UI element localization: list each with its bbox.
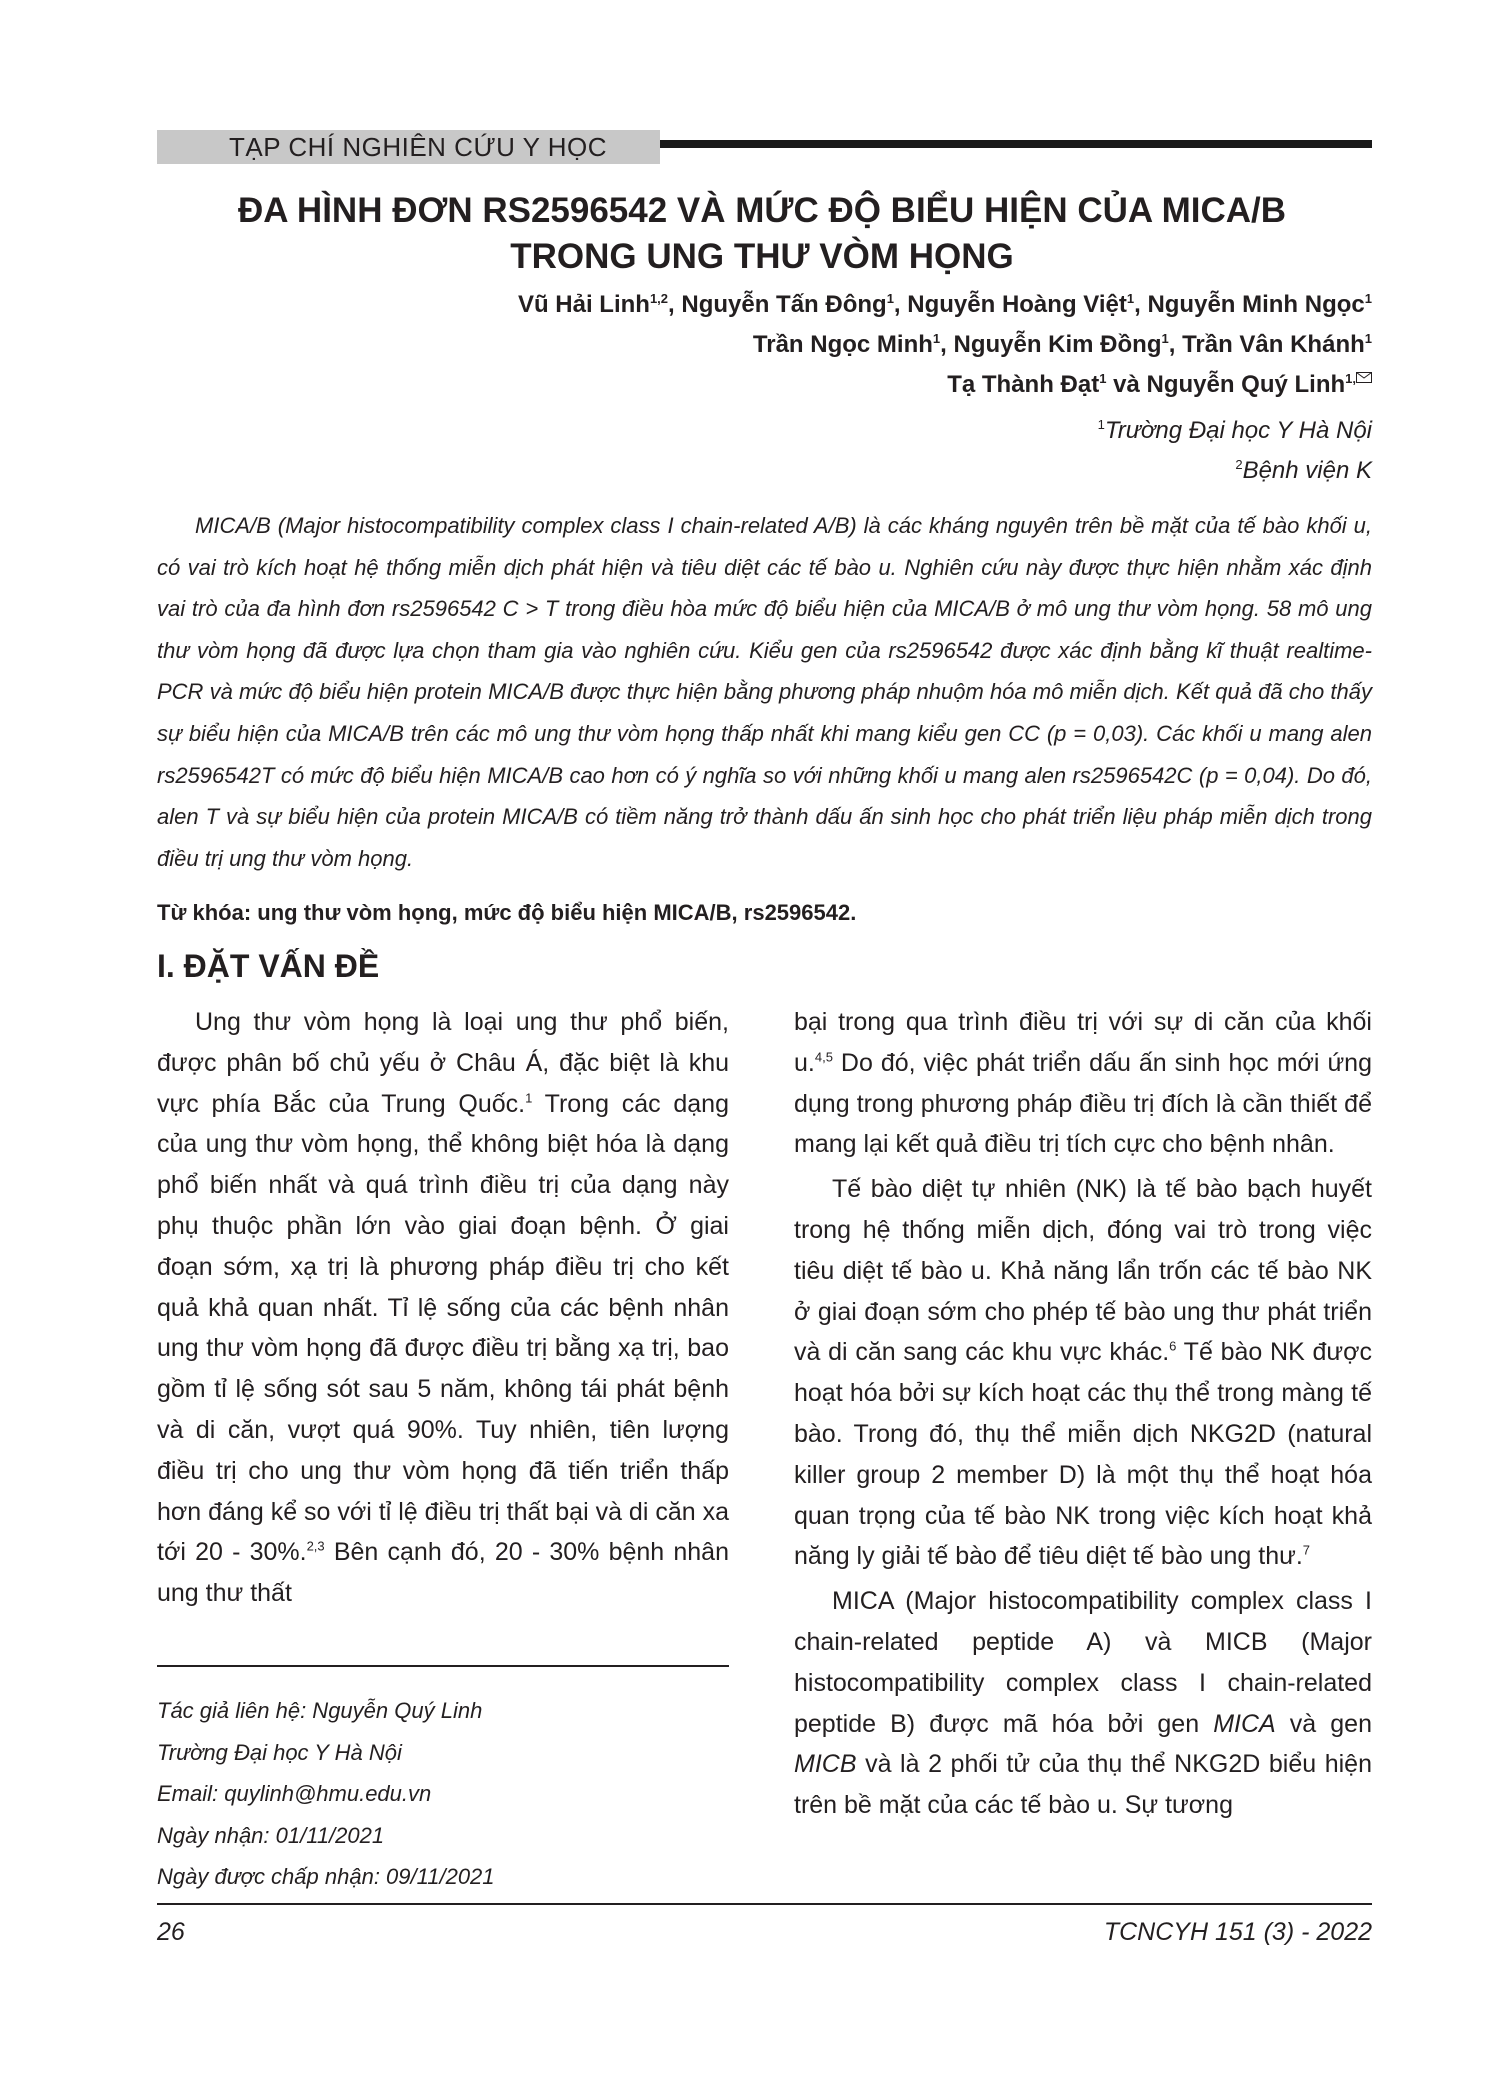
citation-ref: 6	[1169, 1339, 1177, 1355]
title-line-1: ĐA HÌNH ĐƠN RS2596542 VÀ MỨC ĐỘ BIỂU HIỆN CỦA MICA/B	[237, 191, 1287, 230]
author-affil-sup: 1	[1099, 371, 1107, 386]
paragraph-text: và là 2 phối tử của thụ thể NKG2D biểu hiện trên bề mặt của các tế bào u. Sự tương	[794, 1750, 1372, 1820]
correspondence-footnote	[157, 1690, 729, 1898]
corresponding-email: Email: quylinh@hmu.edu.vn	[157, 1781, 432, 1807]
paragraph	[794, 1581, 1372, 1826]
author-line-3	[172, 365, 1372, 405]
footnote-rule	[157, 1665, 729, 1667]
abstract: MICA/B (Major histocompatibility complex class I chain-related A/B) là các kháng nguyên trên bề mặt của tế bào khối u, có vai trò kích hoạt hệ thống miễn dịch phát hiện và tiêu diệt các tế bào u. Nghiên cứu này được thực hiện nhằm xác định vai trò của đa hình đơn rs2596542 C > T trong điều hòa mức độ biểu hiện của MICA/B ở mô ung thư vòm họng. 58 mô ung thư vòm họng đã được lựa chọn tham gia vào nghiên cứu. Kiểu gen của rs2596542 được xác định bằng kĩ thuật realtime-PCR và mức độ biểu hiện protein MICA/B được thực hiện bằng phương pháp nhuộm hóa mô miễn dịch. Kết quả đã cho thấy sự biểu hiện của MICA/B trên các mô ung thư vòm họng thấp nhất khi mang kiểu gen CC (p = 0,03). Các khối u mang alen rs2596542T có mức độ biểu hiện MICA/B cao hơn có ý nghĩa so với những khối u mang alen rs2596542C (p = 0,04). Do đó, alen T và sự biểu hiện của protein MICA/B có tiềm năng trở thành dấu ấn sinh học cho phát triển liệu pháp miễn dịch trong điều trị ung thư vòm họng.	[157, 513, 1372, 871]
author-name: Nguyễn Minh Ngọc	[1147, 291, 1365, 318]
keywords: Từ khóa: ung thư vòm họng, mức độ biểu hiện MICA/B, rs2596542.	[157, 900, 857, 925]
author-name: Nguyễn Kim Đồng	[953, 331, 1162, 358]
paragraph-text: Ung thư vòm họng là loại ung thư phổ biến, được phân bố chủ yếu ở Châu Á, đặc biệt là khu vực phía Bắc của Trung Quốc.	[157, 1008, 729, 1118]
author-line-2	[172, 325, 1372, 365]
paragraph-text: MICA (Major histocompatibility complex class I chain-related peptide A) và MICB (Major histocompatibility complex class I chain-related peptide B) được mã hóa bởi gen	[794, 1587, 1372, 1738]
mail-envelope-icon	[1356, 372, 1372, 383]
author-affil-sup: 1	[1126, 291, 1135, 306]
author-list	[172, 285, 1372, 405]
author-affil-sup: 1	[886, 291, 894, 306]
paragraph	[157, 1002, 729, 1614]
paragraph-text: Tế bào NK được hoạt hóa bởi sự kích hoạt các thụ thể trong màng tế bào. Trong đó, thụ thể miễn dịch NKG2D (natural killer group 2 member D) là một thụ thể hoạt hóa quan trọng của tế bào NK trong việc kích hoạt khả năng ly giải tế bào để tiêu diệt tế bào ung thư.	[794, 1338, 1373, 1571]
left-column	[157, 1002, 729, 1614]
footer-rule	[157, 1903, 1372, 1905]
author-affil-sup: 1,	[1345, 371, 1356, 386]
affiliation-sup: 1	[1097, 417, 1105, 432]
author-name: Tạ Thành Đạt	[947, 371, 1100, 398]
author-name: Nguyễn Hoàng Việt	[907, 291, 1127, 318]
citation-ref: 7	[1302, 1543, 1311, 1559]
journal-name: TẠP CHÍ NGHIÊN CỨU Y HỌC	[229, 132, 608, 162]
journal-citation: TCNCYH 151 (3) - 2022	[1103, 1918, 1372, 1946]
paragraph-text: Trong các dạng của ung thư vòm họng, thể không biệt hóa là dạng phổ biến nhất và quá trình điều trị của dạng này phụ thuộc phần lớn vào giai đoạn bệnh. Ở giai đoạn sớm, xạ trị là phương pháp điều trị cho kết quả khả quan nhất. Tỉ lệ sống của các bệnh nhân ung thư vòm họng đã được điều trị bằng xạ trị, bao gồm tỉ lệ sống sót sau 5 năm, không tái phát bệnh và di căn, vượt quá 90%. Tuy nhiên, tiên lượng điều trị cho ung thư vòm họng đã tiến triển thấp hơn đáng kể so với tỉ lệ điều trị thất bại và di căn xa tới 20 - 30%.	[157, 1089, 729, 1567]
author-name: Trần Vân Khánh	[1182, 331, 1365, 358]
author-separator: ,	[893, 291, 908, 318]
author-separator: ,	[1134, 291, 1148, 318]
author-name: Nguyễn Tấn Đông	[681, 291, 887, 318]
affiliation-list	[772, 411, 1372, 491]
citation-ref: 1	[525, 1090, 533, 1106]
author-separator: ,	[1168, 331, 1183, 358]
affiliation-name: Trường Đại học Y Hà Nội	[1104, 417, 1372, 444]
author-line-1	[172, 285, 1372, 325]
affiliation-1	[772, 411, 1372, 451]
corresponding-institution: Trường Đại học Y Hà Nội	[157, 1739, 402, 1765]
right-column	[794, 1002, 1372, 1826]
author-name: Vũ Hải Linh	[517, 291, 650, 318]
paragraph-text: bại trong qua trình điều trị với sự di căn của khối u.	[794, 1008, 1372, 1077]
citation-ref: 4,5	[814, 1049, 833, 1065]
accepted-date: Ngày được chấp nhận: 09/11/2021	[157, 1864, 495, 1890]
paragraph	[794, 1169, 1372, 1577]
author-affil-sup: 1	[932, 331, 941, 346]
section-heading: I. ĐẶT VẤN ĐỀ	[157, 948, 380, 984]
author-separator: ,	[940, 331, 954, 358]
corresponding-author: Tác giả liên hệ: Nguyễn Quý Linh	[157, 1698, 483, 1723]
citation-ref: 2,3	[306, 1539, 325, 1555]
received-date: Ngày nhận: 01/11/2021	[157, 1822, 385, 1848]
author-affil-sup: 1	[1364, 331, 1372, 346]
author-separator: ,	[668, 291, 682, 318]
paragraph-text: Tế bào diệt tự nhiên (NK) là tế bào bạch huyết trong hệ thống miễn dịch, đóng vai trò trong việc tiêu diệt tế bào u. Khả năng lẩn trốn các tế bào NK ở giai đoạn sớm cho phép tế bào ung thư phát triển và di căn sang các khu vực khác.	[794, 1175, 1372, 1367]
paragraph-text: Do đó, việc phát triển dấu ấn sinh học mới ứng dụng trong phương pháp điều trị đích là cần thiết để mang lại kết quả điều trị tích cực cho bệnh nhân.	[794, 1048, 1372, 1159]
author-name: Nguyễn Quý Linh	[1146, 371, 1346, 398]
gene-name: MICB	[794, 1750, 857, 1779]
page-number: 26	[157, 1918, 185, 1946]
title-line-2: TRONG UNG THƯ VÒM HỌNG	[510, 237, 1014, 276]
journal-name-bar	[157, 130, 660, 164]
paragraph-text: Bên cạnh đó, 20 - 30% bệnh nhân ung thư thất	[157, 1538, 729, 1608]
gene-name: MICA	[1213, 1709, 1276, 1738]
affiliation-2	[772, 451, 1372, 491]
paragraph	[794, 1002, 1372, 1165]
author-name: Trần Ngọc Minh	[752, 331, 933, 358]
author-affil-sup: 1,2	[649, 291, 669, 306]
paragraph-text: và gen	[1275, 1709, 1372, 1738]
header-rule	[660, 140, 1372, 148]
author-affil-sup: 1	[1161, 331, 1169, 346]
author-separator: và	[1106, 371, 1147, 398]
article-title	[150, 188, 1374, 280]
affiliation-name: Bệnh viện K	[1242, 457, 1372, 484]
affiliation-sup: 2	[1235, 457, 1243, 472]
author-affil-sup: 1	[1364, 291, 1372, 306]
